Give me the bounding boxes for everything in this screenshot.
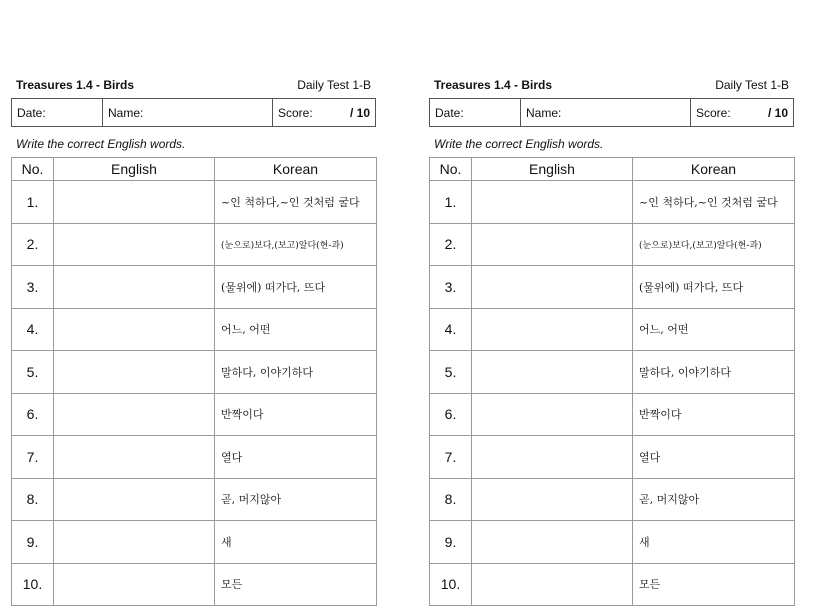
korean-cell: 열다 xyxy=(215,436,377,479)
row-number: 4. xyxy=(430,308,472,351)
row-number: 6. xyxy=(430,393,472,436)
score-label: Score: xyxy=(278,105,313,120)
table-row xyxy=(12,266,377,309)
row-number: 9. xyxy=(12,521,54,564)
test-label: Daily Test 1-B xyxy=(297,78,371,92)
table-row xyxy=(430,223,795,266)
korean-cell: (물위에) 떠가다, 뜨다 xyxy=(633,266,795,309)
instruction: Write the correct English words. xyxy=(434,137,604,151)
english-answer-cell[interactable] xyxy=(472,521,633,564)
row-number: 8. xyxy=(430,478,472,521)
korean-cell: 새 xyxy=(215,521,377,564)
table-row xyxy=(430,266,795,309)
row-number: 1. xyxy=(430,181,472,224)
english-answer-cell[interactable] xyxy=(54,351,215,394)
name-label: Name: xyxy=(108,105,144,120)
vocab-table xyxy=(11,157,377,606)
vocab-table xyxy=(429,157,795,606)
english-answer-cell[interactable] xyxy=(54,393,215,436)
table-row xyxy=(430,521,795,564)
korean-cell: 새 xyxy=(633,521,795,564)
korean-cell: 말하다, 이야기하다 xyxy=(215,351,377,394)
english-answer-cell[interactable] xyxy=(54,478,215,521)
korean-cell: 모든 xyxy=(633,563,795,606)
student-info-box xyxy=(11,98,376,127)
table-row xyxy=(430,181,795,224)
row-number: 5. xyxy=(430,351,472,394)
table-row xyxy=(12,393,377,436)
table-row xyxy=(12,436,377,479)
english-answer-cell[interactable] xyxy=(54,436,215,479)
row-number: 10. xyxy=(12,563,54,606)
name-field[interactable] xyxy=(103,99,273,126)
row-number: 5. xyxy=(12,351,54,394)
english-answer-cell[interactable] xyxy=(54,563,215,606)
korean-cell: 말하다, 이야기하다 xyxy=(633,351,795,394)
column-header-english: English xyxy=(54,158,215,181)
worksheet-left xyxy=(11,76,376,606)
row-number: 6. xyxy=(12,393,54,436)
english-answer-cell[interactable] xyxy=(54,266,215,309)
date-label: Date: xyxy=(435,105,464,120)
english-answer-cell[interactable] xyxy=(54,521,215,564)
row-number: 2. xyxy=(12,223,54,266)
table-header-row xyxy=(12,158,377,181)
english-answer-cell[interactable] xyxy=(472,563,633,606)
english-answer-cell[interactable] xyxy=(472,351,633,394)
korean-cell: 곧, 머지않아 xyxy=(633,478,795,521)
name-field[interactable] xyxy=(521,99,691,126)
table-row xyxy=(12,223,377,266)
table-row xyxy=(430,351,795,394)
worksheet-right xyxy=(429,76,794,606)
table-row xyxy=(12,521,377,564)
korean-cell: 모든 xyxy=(215,563,377,606)
score-max: / 10 xyxy=(767,105,788,120)
score-field[interactable] xyxy=(691,99,793,126)
test-label: Daily Test 1-B xyxy=(715,78,789,92)
korean-cell: 반짝이다 xyxy=(633,393,795,436)
korean-cell: 어느, 어떤 xyxy=(215,308,377,351)
korean-cell: (눈으로)보다,(보고)알다(현-과) xyxy=(215,223,377,266)
korean-cell: 어느, 어떤 xyxy=(633,308,795,351)
table-row xyxy=(12,563,377,606)
english-answer-cell[interactable] xyxy=(472,308,633,351)
table-row xyxy=(430,478,795,521)
english-answer-cell[interactable] xyxy=(472,478,633,521)
name-label: Name: xyxy=(526,105,562,120)
table-row xyxy=(12,478,377,521)
row-number: 7. xyxy=(12,436,54,479)
english-answer-cell[interactable] xyxy=(54,181,215,224)
date-field[interactable] xyxy=(12,99,103,126)
worksheet-title: Treasures 1.4 - Birds xyxy=(434,78,553,92)
korean-cell: ~인 척하다,~인 것처럼 굴다 xyxy=(215,181,377,224)
korean-cell: (물위에) 떠가다, 뜨다 xyxy=(215,266,377,309)
row-number: 3. xyxy=(430,266,472,309)
date-label: Date: xyxy=(17,105,46,120)
score-field[interactable] xyxy=(273,99,375,126)
row-number: 8. xyxy=(12,478,54,521)
row-number: 1. xyxy=(12,181,54,224)
table-row xyxy=(430,436,795,479)
column-header-korean: Korean xyxy=(633,158,795,181)
column-header-no: No. xyxy=(12,158,54,181)
row-number: 10. xyxy=(430,563,472,606)
row-number: 2. xyxy=(430,223,472,266)
korean-cell: 반짝이다 xyxy=(215,393,377,436)
english-answer-cell[interactable] xyxy=(472,436,633,479)
worksheet-header xyxy=(11,76,376,94)
korean-cell: ~인 척하다,~인 것처럼 굴다 xyxy=(633,181,795,224)
english-answer-cell[interactable] xyxy=(54,308,215,351)
student-info-box xyxy=(429,98,794,127)
english-answer-cell[interactable] xyxy=(54,223,215,266)
score-label: Score: xyxy=(696,105,731,120)
korean-cell: (눈으로)보다,(보고)알다(현-과) xyxy=(633,223,795,266)
row-number: 9. xyxy=(430,521,472,564)
worksheet-title: Treasures 1.4 - Birds xyxy=(16,78,135,92)
score-max: / 10 xyxy=(349,105,370,120)
row-number: 3. xyxy=(12,266,54,309)
table-row xyxy=(430,308,795,351)
table-row xyxy=(12,308,377,351)
korean-cell: 곧, 머지않아 xyxy=(215,478,377,521)
table-row xyxy=(12,351,377,394)
table-header-row xyxy=(430,158,795,181)
row-number: 7. xyxy=(430,436,472,479)
english-answer-cell[interactable] xyxy=(472,393,633,436)
table-row xyxy=(430,393,795,436)
date-field[interactable] xyxy=(430,99,521,126)
table-row xyxy=(12,181,377,224)
column-header-english: English xyxy=(472,158,633,181)
english-answer-cell[interactable] xyxy=(472,223,633,266)
english-answer-cell[interactable] xyxy=(472,266,633,309)
column-header-no: No. xyxy=(430,158,472,181)
instruction: Write the correct English words. xyxy=(16,137,186,151)
worksheet-header xyxy=(429,76,794,94)
row-number: 4. xyxy=(12,308,54,351)
table-row xyxy=(430,563,795,606)
column-header-korean: Korean xyxy=(215,158,377,181)
english-answer-cell[interactable] xyxy=(472,181,633,224)
korean-cell: 열다 xyxy=(633,436,795,479)
